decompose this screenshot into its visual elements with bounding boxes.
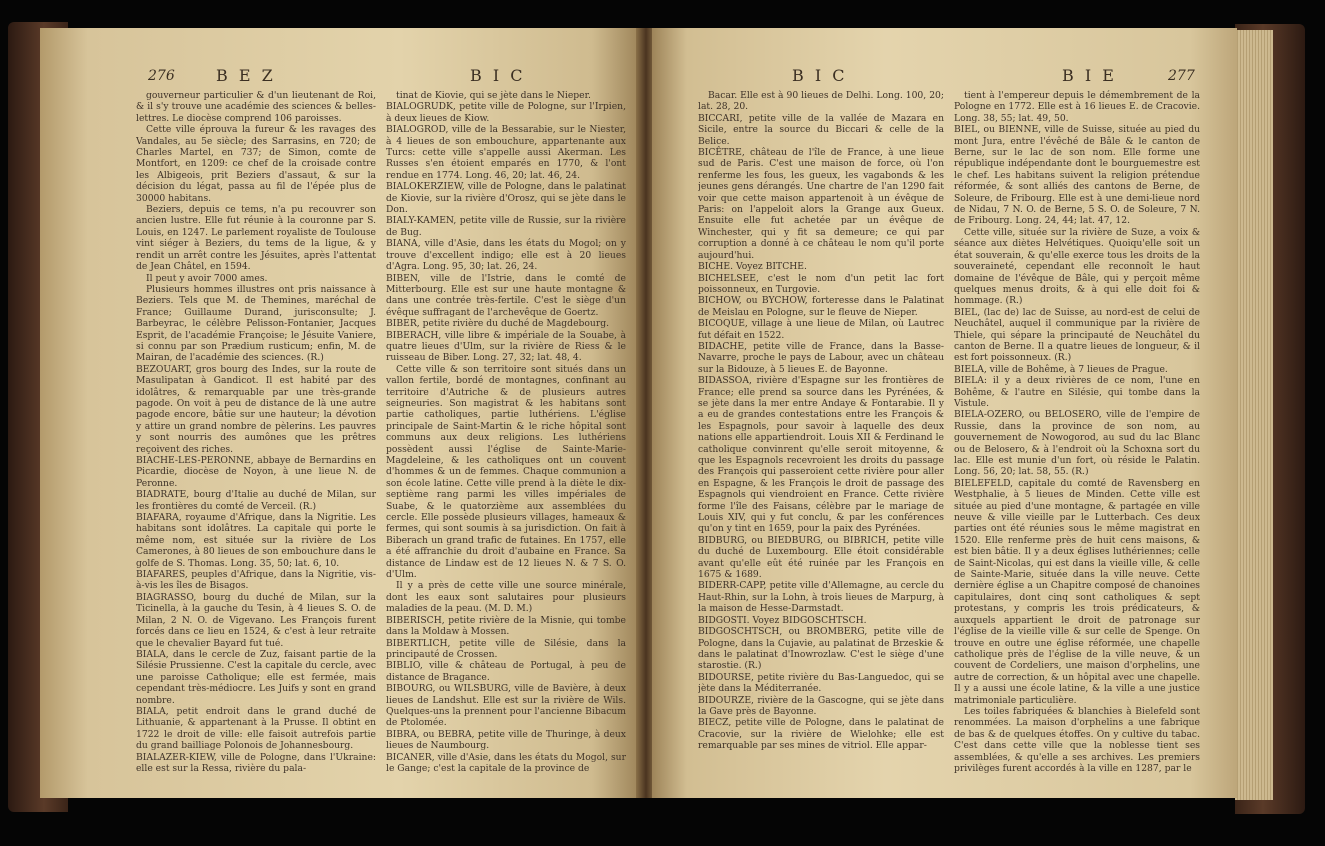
paragraph: Cette ville & son territoire sont situés dans un vallon fertile, bordé de montagnes, confinant au territoire d'Autriche & de plusieurs autres seigneuries. Son magistrat & les habitans sont partie catholiques, partie luthériens. L'église principale de Saint-Martin & le riche hôpital sont communs aux deux religions. Les luthériens possèdent aussi l'église de Sainte-Marie-Magdeleine, & les catholiques ont un couvent d'hommes & un de femmes. Chaque communion a son école latine. Cette ville prend à la diète le dix-septième rang parmi les villes impériales de Suabe, & le quatorzième aux assemblées du cercle. Elle possède plusieurs villages, hameaux & fermes, qui sont soumis à sa jurisdiction. On fait à Biberach un grand trafic de futaines. En 1757, elle a été affranchie du droit d'aubaine en France. Sa distance de Lindaw est de 12 lieues N. & 7 S. O. d'Ulm.: [386, 363, 626, 581]
paragraph: BICANER, ville d'Asie, dans les états du Mogol, sur le Gange; c'est la capitale de la province de: [386, 751, 626, 774]
paragraph: BIBERTLICH, petite ville de Silésie, dans la principauté de Crossen.: [386, 637, 626, 660]
paragraph: Bacar. Elle est à 90 lieues de Delhi. Long. 100, 20; lat. 28, 20.: [698, 90, 944, 113]
paragraph: Les toiles fabriquées & blanchies à Bielefeld sont renommées. La maison d'orphelins a une fabrique de bas & de quelques étoffes. On y cultive du tabac. C'est dans cette ville que la noblesse tient ses assemblées, & qu'elle a ses archives. Les premiers privilèges furent accordés à la ville en 1287, par le: [954, 705, 1200, 774]
paragraph: BIALY-KAMEN, petite ville de Russie, sur la rivière de Bug.: [386, 215, 626, 238]
paragraph: BIADRATE, bourg d'Italie au duché de Milan, sur les frontières du comté de Verceil. (R.): [136, 489, 376, 512]
paragraph: Plusieurs hommes illustres ont pris naissance à Beziers. Tels que M. de Themines, maréchal de France; Guillaume Durand, jurisconsulte; J. Barbeyrac, le célèbre Pelisson-Fontanier, Jacques Esprit, de l'académie Françoise; le Jésuite Vaniere, si connu par son Prædium rusticum; enfin, M. de Mairan, de l'académie des sciences. (R.): [136, 283, 376, 364]
paragraph: tinat de Kiovie, qui se jète dans le Nieper.: [396, 90, 591, 101]
paragraph: BIAFARES, peuples d'Afrique, dans la Nigritie, vis-à-vis les îles de Bisagos.: [136, 569, 376, 592]
paragraph: BIELEFELD, capitale du comté de Ravensberg en Westphalie, à 5 lieues de Minden. Cette ville est située au pied d'une montagne, & partagée en ville neuve & ville vieille par le Lutterbach. Ces deux parties ont été réunies sous le même magistrat en 1520. Elle renferme près de huit cens maisons, & est bien bâtie. Il y a deux églises luthériennes; celle de Saint-Nicolas, qui est dans la vieille ville, & celle de Sainte-Marie, située dans la ville neuve. Cette dernière église a un Chapitre composé de chanoines capitulaires, dont cinq sont catholiques & sept protestans, y compris les trois prédicateurs, & auxquels appartient le droit de patronage sur l'église de la vieille ville & sur celle de Spenge. On trouve en outre une église réformée, une chapelle catholique près de l'église de la ville neuve, & un couvent de Cordeliers, une maison d'orphelins, une autre de correction, & un hôpital avec une chapelle. Il y a aussi une école latine, & la ville a une justice matrimoniale particulière.: [954, 477, 1200, 706]
paragraph: BIALOGRUDK, petite ville de Pologne, sur l'Irpien, à deux lieues de Kiow.: [386, 101, 626, 124]
paragraph: BIDBURG, ou BIEDBURG, ou BIBRICH, petite ville du duché de Luxembourg. Elle étoit considérable avant qu'elle eût été ruinée par les François en 1675 & 1689.: [698, 534, 944, 581]
paragraph: BIDASSOA, rivière d'Espagne sur les frontières de France; elle prend sa source dans les Pyrénées, & se jète dans la mer entre Andaye & Fontarabie. Il y a eu de grandes contestations entre les François & les Espagnols, pour savoir à laquelle des deux nations elle appartiendroit. Louis XII & Ferdinand le catholique convinrent qu'elle seroit mitoyenne, & que les Espagnols recevroient les droits du passage des François qui passeroient cette rivière pour aller en Espagne, & les François le droit de passage des Espagnols qui viendroient en France. Cette rivière forme l'île des Faisans, célèbre par le mariage de Louis XIV, qui y fut conclu, & par les conférences qu'on y tint en 1659, pour la paix des Pyrénées.: [698, 375, 944, 535]
paragraph: BIALOGROD, ville de la Bessarabie, sur le Niester, à 4 lieues de son embouchure, appartenante aux Turcs: cette ville s'appelle aussi Akerman. Les Russes s'en étoient emparés en 1770, & l'ont rendue en 1774. Long. 46, 20; lat. 46, 24.: [386, 124, 626, 181]
paragraph: BICHOW, ou BYCHOW, forteresse dans le Palatinat de Meislau en Pologne, sur le fleuve de Nieper.: [698, 295, 944, 318]
paragraph: BIBERISCH, petite rivière de la Misnie, qui tombe dans la Moldaw à Mossen.: [386, 614, 626, 638]
paragraph: BIELA-OZERO, ou BELOSERO, ville de l'empire de Russie, dans la province de son nom, au gouvernement de Nowogorod, au sud du lac Blanc ou de Belosero, & à l'endroit où la Schoxna sort du lac. Elle est munie d'un fort, où réside le Palatin. Long. 56, 20; lat. 58, 55. (R.): [954, 409, 1200, 478]
paragraph: BIELA, ville de Bohême, à 7 lieues de Prague.: [954, 363, 1168, 375]
paragraph: BIBEN, ville de l'Istrie, dans le comté de Mitterbourg. Elle est sur une haute montagne & dans une contrée très-fertile. C'est le siège d'un évêque suffragant de l'archevêque de Goertz.: [386, 272, 626, 318]
paragraph: BIBERACH, ville libre & impériale de la Souabe, à quatre lieues d'Ulm, sur la rivière de Riess & le ruisseau de Biber. Long. 27, 32; lat. 48, 4.: [386, 329, 626, 364]
paragraph: BIDGOSTI. Voyez BIDGOSCHTSCH.: [698, 614, 867, 626]
paragraph: BICHELSEE, c'est le nom d'un petit lac fort poissonneux, en Turgovie.: [698, 272, 944, 295]
paragraph: BICHE. Voyez BITCHE.: [698, 261, 807, 273]
paragraph: Cette ville, située sur la rivière de Suze, a voix & séance aux diètes Helvétiques. Quoiqu'elle soit un état souverain, & qu'elle exerce tous les droits de la souveraineté, cependant elle reconnoît le haut domaine de l'évêque de Bâle, qui y perçoit même quelques menus droits, & à qui elle doit foi & hommage. (R.): [954, 226, 1200, 307]
left-page-number: 276: [148, 68, 175, 84]
paragraph: BIBOURG, ou WILSBURG, ville de Bavière, à deux lieues de Landshut. Elle est sur la rivière de Wils. Quelques-uns la prennent pour l'ancienne Bibacum de Ptolomée.: [386, 683, 626, 729]
paragraph: BIDACHE, petite ville de France, dans la Basse-Navarre, proche le pays de Labour, avec un château sur la Bidouze, à 5 lieues E. de Bayonne.: [698, 340, 944, 375]
left-running-head-2: B I C: [470, 66, 526, 85]
right-page-number: 277: [1168, 68, 1195, 84]
left-column-2: [386, 90, 626, 780]
paragraph: Il peut y avoir 7000 ames.: [146, 272, 268, 284]
left-column-1: [136, 90, 376, 780]
paragraph: BIEL, ou BIENNE, ville de Suisse, située au pied du mont Jura, entre l'évêché de Bâle & le canton de Berne, sur le lac de son nom. Elle forme une république indépendante dont le bourguemestre est le chef. Les habitans suivent la religion prétendue réformée, & sont alliés des cantons de Berne, de Soleure, de Fribourg. Elle est à une demi-lieue nord de Nidau, 7 N. O. de Berne, 5 S. O. de Soleure, 7 N. de Fribourg. Long. 24, 44; lat. 47, 12.: [954, 124, 1200, 227]
paragraph: BIANA, ville d'Asie, dans les états du Mogol; on y trouve d'excellent indigo; elle est à 20 lieues d'Agra. Long. 95, 30; lat. 26, 24.: [386, 238, 626, 273]
paragraph: BIBLIO, ville & château de Portugal, à peu de distance de Bragance.: [386, 660, 626, 683]
paragraph: BIACHE-LES-PERONNE, abbaye de Bernardins en Picardie, diocèse de Noyon, à une lieue N. de Peronne.: [136, 455, 376, 489]
paragraph: tient à l'empereur depuis le démembrement de la Pologne en 1772. Elle est à 16 lieues E. de Cracovie. Long. 38, 55; lat. 49, 50.: [954, 90, 1200, 124]
paragraph: BIELA: il y a deux rivières de ce nom, l'une en Bohême, & l'autre en Silésie, qui tombe dans la Vistule.: [954, 375, 1200, 409]
right-column-1: [698, 90, 944, 780]
paragraph: BEZOUART, gros bourg des Indes, sur la route de Masulipatan à Gandicot. Il est habité par des idolâtres, & remarquable par une très-grande pagode. On voit à peu de distance de là une autre pagode encore, bâtie sur une hauteur; la dévotion y attire un grand nombre de pèlerins. Les pauvres y sont nourris des aumônes que les prêtres reçoivent des riches.: [136, 363, 376, 455]
paragraph: BIBER, petite rivière du duché de Magdebourg.: [386, 318, 610, 330]
paragraph: Il y a près de cette ville une source minérale, dont les eaux sont salutaires pour plusieurs maladies de la peau. (M. D. M.): [386, 580, 626, 615]
paragraph: BIEL, (lac de) lac de Suisse, au nord-est de celui de Neuchâtel, auquel il communique par la rivière de Thiele, qui sépare la principauté de Neuchâtel du canton de Berne. Il a quatre lieues de longueur, & il est fort poissonneux. (R.): [954, 306, 1200, 364]
right-running-head-2: B I E: [1062, 66, 1117, 85]
paragraph: BIAFARA, royaume d'Afrique, dans la Nigritie. Les habitans sont idolâtres. La capitale qui porte le même nom, est située sur la rivière de Los Camerones, à 80 lieues de son embouchure dans le golfe de S. Thomas. Long. 35, 50; lat. 6, 10.: [136, 512, 376, 569]
paragraph: BIDOURZE, rivière de la Gascogne, qui se jète dans la Gave près de Bayonne.: [698, 694, 944, 717]
paragraph: BIBRA, ou BEBRA, petite ville de Thuringe, à deux lieues de Naumbourg.: [386, 728, 626, 752]
page-edges: [1235, 30, 1273, 800]
paragraph: BIALA, petit endroit dans le grand duché de Lithuanie, & appartenant à la Prusse. Il obtint en 1722 le droit de ville: elle faisoit autrefois partie du grand bailliage Polonois de Johannesbourg.: [136, 705, 376, 752]
left-running-head-1: B E Z: [216, 66, 276, 85]
right-column-2: [954, 90, 1200, 780]
paragraph: BIALA, dans le cercle de Zuz, faisant partie de la Silésie Prussienne. C'est la capitale du cercle, avec une paroisse Catholique; elle est fermée, mais cependant très-médiocre. Les Juifs y sont en grand nombre.: [136, 648, 376, 706]
paragraph: BICCARI, petite ville de la vallée de Mazara en Sicile, entre la source du Biccari & celle de la Belice.: [698, 112, 944, 147]
paragraph: BIDOURSE, petite rivière du Bas-Languedoc, qui se jète dans la Méditerranée.: [698, 671, 944, 695]
paragraph: BIECZ, petite ville de Pologne, dans le palatinat de Cracovie, sur la rivière de Wielohke; elle est remarquable par ses mines de vitriol. Elle appar-: [698, 717, 944, 752]
right-running-head-1: B I C: [792, 66, 848, 85]
paragraph: BICOQUE, village à une lieue de Milan, où Lautrec fut défait en 1522.: [698, 318, 944, 341]
paragraph: gouverneur particulier & d'un lieutenant de Roi, & il s'y trouve une académie des sciences & belles-lettres. Le diocèse comprend 106 paroisses.: [136, 90, 376, 124]
paragraph: BIALOKERZIEW, ville de Pologne, dans le palatinat de Kiovie, sur la rivière d'Orosz, qui se jète dans le Don.: [386, 181, 626, 216]
left-page: [40, 28, 640, 798]
right-page: [652, 28, 1237, 798]
paragraph: BIDERR-CAPP, petite ville d'Allemagne, au cercle du Haut-Rhin, sur la Lohn, à trois lieues de Marpurg, à la maison de Hesse-Darmstadt.: [698, 580, 944, 615]
paragraph: BIALAZER-KIEW, ville de Pologne, dans l'Ukraine: elle est sur la Ressa, rivière du pala-: [136, 751, 376, 774]
paragraph: Cette ville éprouva la fureur & les ravages des Vandales, au 5e siècle; des Sarrasins, en 720; de Charles Martel, en 737; de Simon, comte de Montfort, en 1209: ce chef de la croisade contre les Albigeois, prit Beziers d'assaut, & sur la décision du légat, passa au fil de l'épée plus de 30000 habitans.: [136, 124, 376, 204]
paragraph: BIAGRASSO, bourg du duché de Milan, sur la Ticinella, à la gauche du Tesin, à 4 lieues S. O. de Milan, 2 N. O. de Vigevano. Les François furent forcés dans ce lieu en 1524, & c'est à leur retraite que le chevalier Bayard fut tué.: [136, 591, 376, 649]
paragraph: BICÊTRE, château de l'île de France, à une lieue sud de Paris. C'est une maison de force, où l'on renferme les fous, les gueux, les vagabonds & les jeunes gens dérangés. Une chartre de l'an 1290 fait voir que cette maison appartenoit à un évêque de Paris: on l'appeloit alors la Grange aux Gueux. Ensuite elle fut achetée par un évêque de Winchester, qui y fit sa demeure; ce qui par corruption a donné à ce château le nom qu'il porte aujourd'hui.: [698, 147, 944, 261]
paragraph: Beziers, depuis ce tems, n'a pu recouvrer son ancien lustre. Elle fut réunie à la couronne par S. Louis, en 1247. Le parlement royaliste de Toulouse vint siéger à Beziers, du tems de la ligue, & y rendit un arrêt contre les Jésuites, après l'attentat de Jean Châtel, en 1594.: [136, 204, 376, 273]
paragraph: BIDGOSCHTSCH, ou BROMBERG, petite ville de Pologne, dans la Cujavie, au palatinat de Brzeskie & dans le palatinat d'Inowrozlaw. C'est le siège d'une starostie. (R.): [698, 626, 944, 672]
